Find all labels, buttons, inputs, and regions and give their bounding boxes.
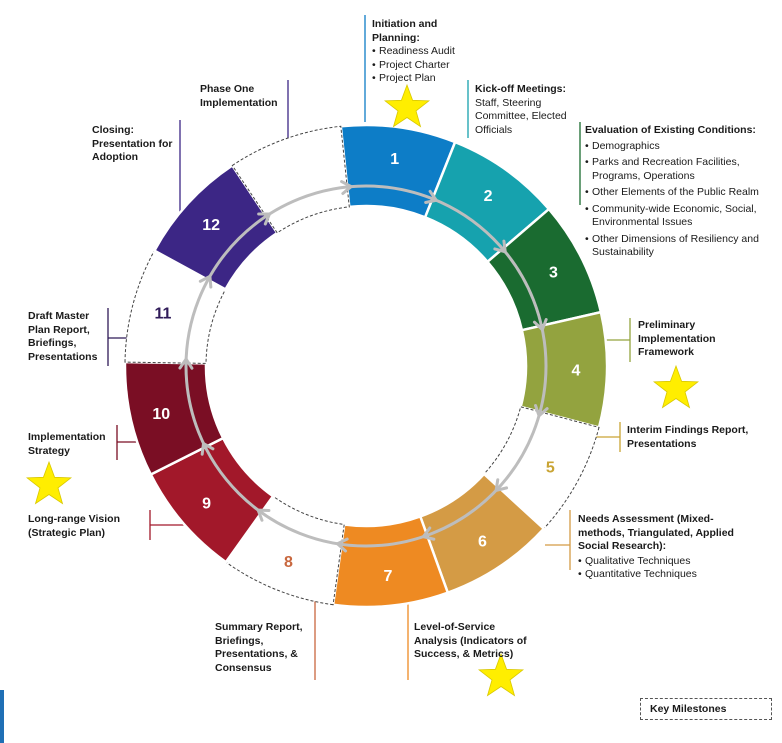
list-item: • Project Charter xyxy=(372,59,482,73)
label-evaluation xyxy=(585,124,775,263)
label-longrange: Long-range Vision (Strategic Plan) xyxy=(28,513,120,539)
label-implementation: Implementation Strategy xyxy=(28,431,106,457)
cycle-segments xyxy=(125,125,607,607)
milestone-star-icon xyxy=(385,85,429,127)
list-item: • Community-wide Economic, Social, Environmental Issues xyxy=(585,203,775,230)
segment-number-10: 10 xyxy=(152,406,171,423)
page-edge-accent xyxy=(0,690,4,743)
segment-number-11: 11 xyxy=(154,305,172,323)
list-item: • Readiness Audit xyxy=(372,45,482,59)
segment-number-6: 6 xyxy=(478,533,487,551)
list-item: • Parks and Recreation Facilities, Programs, Operations xyxy=(585,156,775,183)
list-item: • Other Elements of the Public Realm xyxy=(585,186,775,200)
label-initiation xyxy=(372,18,482,86)
label-needs xyxy=(578,513,743,582)
segment-number-5: 5 xyxy=(545,459,555,477)
label-phase-one: Phase One Implementation xyxy=(200,83,278,109)
segment-number-12: 12 xyxy=(202,217,220,235)
label-closing: Closing: Presentation for Adoption xyxy=(92,124,173,163)
label-summary: Summary Report, Briefings, Presentations, & Consensus xyxy=(215,621,303,674)
segment-number-1: 1 xyxy=(390,151,400,168)
list-item: • Project Plan xyxy=(372,72,482,86)
segment-4 xyxy=(521,312,607,427)
segment-number-4: 4 xyxy=(571,362,581,380)
list-item: • Quantitative Techniques xyxy=(578,568,743,582)
label-draft: Draft Master Plan Report, Briefings, Presentations xyxy=(28,310,98,363)
label-kickoff xyxy=(475,83,585,137)
list-item: • Qualitative Techniques xyxy=(578,555,743,569)
milestone-star-icon xyxy=(27,462,71,504)
segment-number-9: 9 xyxy=(202,495,212,513)
label-initiation-title: Initiation and Planning: xyxy=(372,18,438,44)
label-needs-title: Needs Assessment (Mixed-methods, Triangulated, Applied Social Research): xyxy=(578,513,734,552)
list-item: • Demographics xyxy=(585,140,775,154)
milestone-star-icon xyxy=(654,366,698,408)
label-evaluation-title: Evaluation of Existing Conditions: xyxy=(585,124,756,136)
segment-number-7: 7 xyxy=(383,567,393,585)
label-kickoff-text: Staff, Steering Committee, Elected Officials xyxy=(475,96,567,136)
segment-number-2: 2 xyxy=(483,188,493,206)
label-los: Level-of-Service Analysis (Indicators of Success, & Metrics) xyxy=(414,621,527,660)
segment-number-8: 8 xyxy=(283,554,293,572)
key-milestones-legend: Key Milestones xyxy=(640,698,772,720)
label-preliminary: Preliminary Implementation Framework xyxy=(638,319,716,358)
segment-number-3: 3 xyxy=(549,264,558,282)
label-kickoff-title: Kick-off Meetings: xyxy=(475,83,567,95)
list-item: • Other Dimensions of Resiliency and Sustainability xyxy=(585,233,775,260)
label-interim: Interim Findings Report, Presentations xyxy=(627,424,749,450)
